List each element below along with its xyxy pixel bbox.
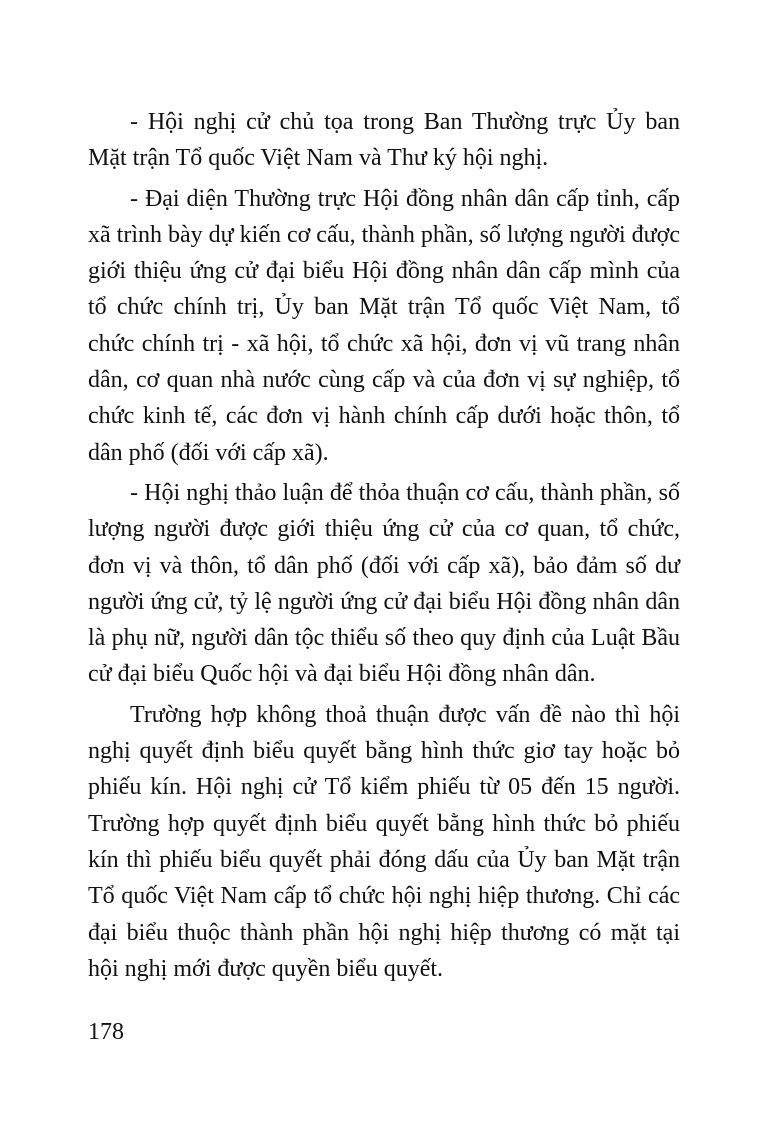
body-text [88, 104, 680, 991]
paragraph-chair-secretary: - Hội nghị cử chủ tọa trong Ban Thường trực Ủy ban Mặt trận Tổ quốc Việt Nam và Thư ký hội nghị. [88, 109, 680, 172]
paragraph-standing-committee-presentation: - Đại diện Thường trực Hội đồng nhân dân cấp tỉnh, cấp xã trình bày dự kiến cơ cấu, thành phần, số lượng người được giới thiệu ứng cử đại biểu Hội đồng nhân dân cấp mình của tổ chức chính trị, Ủy ban Mặt trận Tổ quốc Việt Nam, tổ chức chính trị - xã hội, tổ chức xã hội, đơn vị vũ trang nhân dân, cơ quan nhà nước cùng cấp và của đơn vị sự nghiệp, tổ chức kinh tế, các đơn vị hành chính cấp dưới hoặc thôn, tổ dân phố (đối với cấp xã). [88, 185, 681, 466]
paragraph-conference-discussion: - Hội nghị thảo luận để thỏa thuận cơ cấu, thành phần, số lượng người được giới thiệu ứng cử của cơ quan, tổ chức, đơn vị và thôn, tổ dân phố (đối với cấp xã), bảo đảm số dư người ứng cử, tỷ lệ người ứng cử đại biểu Hội đồng nhân dân là phụ nữ, người dân tộc thiểu số theo quy định của Luật Bầu cử đại biểu Quốc hội và đại biểu Hội đồng nhân dân. [88, 479, 680, 688]
paragraph-voting-procedure: Trường hợp không thoả thuận được vấn đề nào thì hội nghị quyết định biểu quyết bằng hình thức giơ tay hoặc bỏ phiếu kín. Hội nghị cử Tổ kiểm phiếu từ 05 đến 15 người. Trường hợp quyết định biểu quyết bằng hình thức bỏ phiếu kín thì phiếu biểu quyết phải đóng dấu của Ủy ban Mặt trận Tổ quốc Việt Nam cấp tổ chức hội nghị hiệp thương. Chỉ các đại biểu thuộc thành phần hội nghị hiệp thương có mặt tại hội nghị mới được quyền biểu quyết. [88, 701, 680, 982]
page-number: 178 [88, 1019, 124, 1045]
